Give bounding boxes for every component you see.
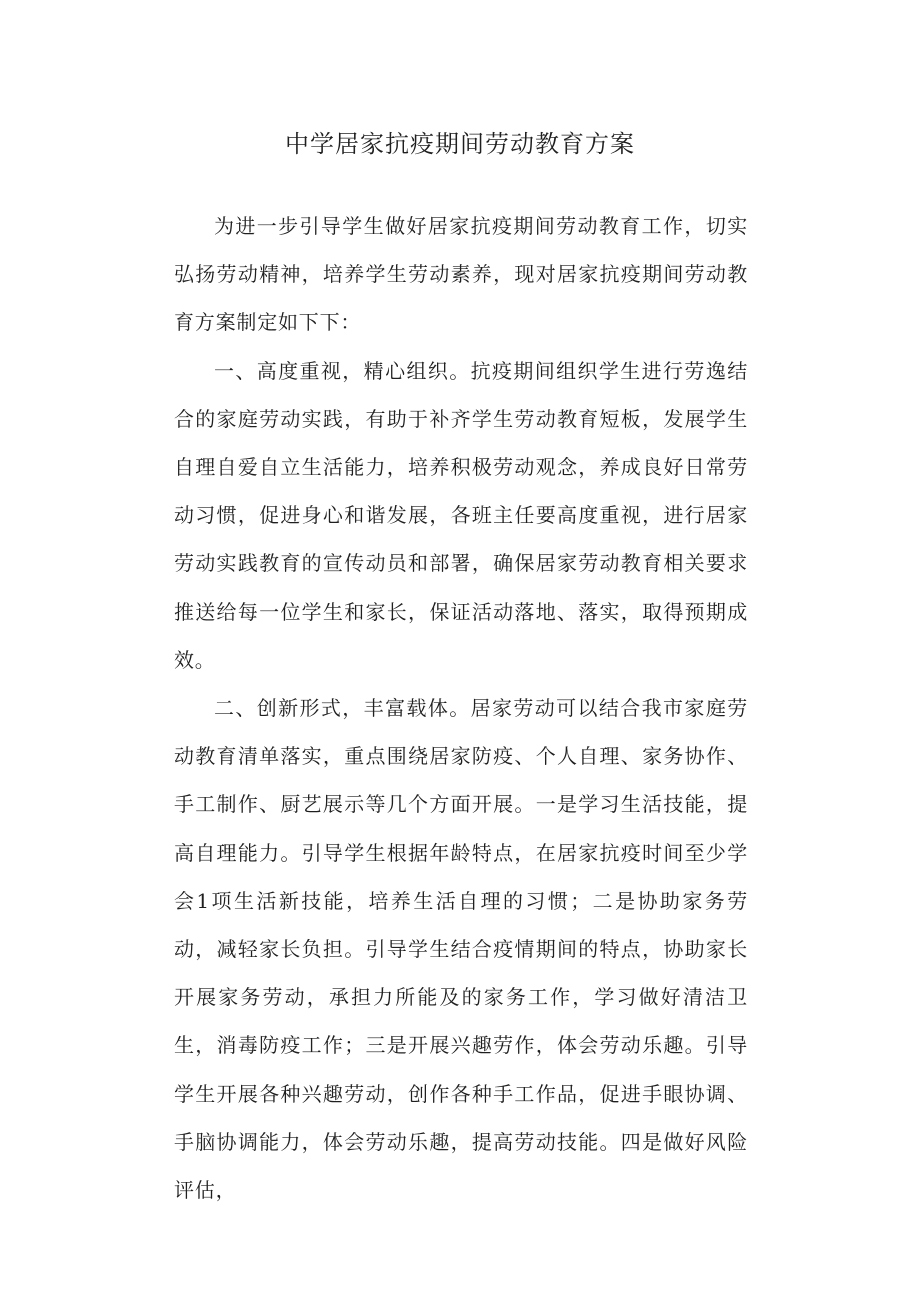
paragraph-section-two: 二、创新形式，丰富载体。居家劳动可以结合我市家庭劳动教育清单落实，重点围绕居家防疫、个人自理、家务协作、手工制作、厨艺展示等几个方面开展。一是学习生活技能，提高自理能力。引导学生根据年龄特点，在居家抗疫时间至少学会1项生活新技能，培养生活自理的习惯；二是协助家务劳动，减轻家长负担。引导学生结合疫情期间的特点，协助家长开展家务劳动，承担力所能及的家务工作，学习做好清洁卫生，消毒防疫工作；三是开展兴趣劳作，体会劳动乐趣。引导学生开展各种兴趣劳动，创作各种手工作品，促进手眼协调、手脑协调能力，体会劳动乐趣，提高劳动技能。四是做好风险评估， — [174, 696, 748, 1203]
document-title: 中学居家抗疫期间劳动教育方案 — [285, 130, 635, 158]
document-body — [174, 202, 748, 1214]
paragraph-intro: 为进一步引导学生做好居家抗疫期间劳动教育工作，切实弘扬劳动精神，培养学生劳动素养，现对居家抗疫期间劳动教育方案制定如下下： — [174, 214, 748, 335]
paragraph-section-one: 一、高度重视，精心组织。抗疫期间组织学生进行劳逸结合的家庭劳动实践，有助于补齐学生劳动教育短板，发展学生自理自爱自立生活能力，培养积极劳动观念，养成良好日常劳动习惯，促进身心和谐发展，各班主任要高度重视，进行居家劳动实践教育的宣传动员和部署，确保居家劳动教育相关要求推送给每一位学生和家长，保证活动落地、落实，取得预期成效。 — [174, 358, 748, 672]
